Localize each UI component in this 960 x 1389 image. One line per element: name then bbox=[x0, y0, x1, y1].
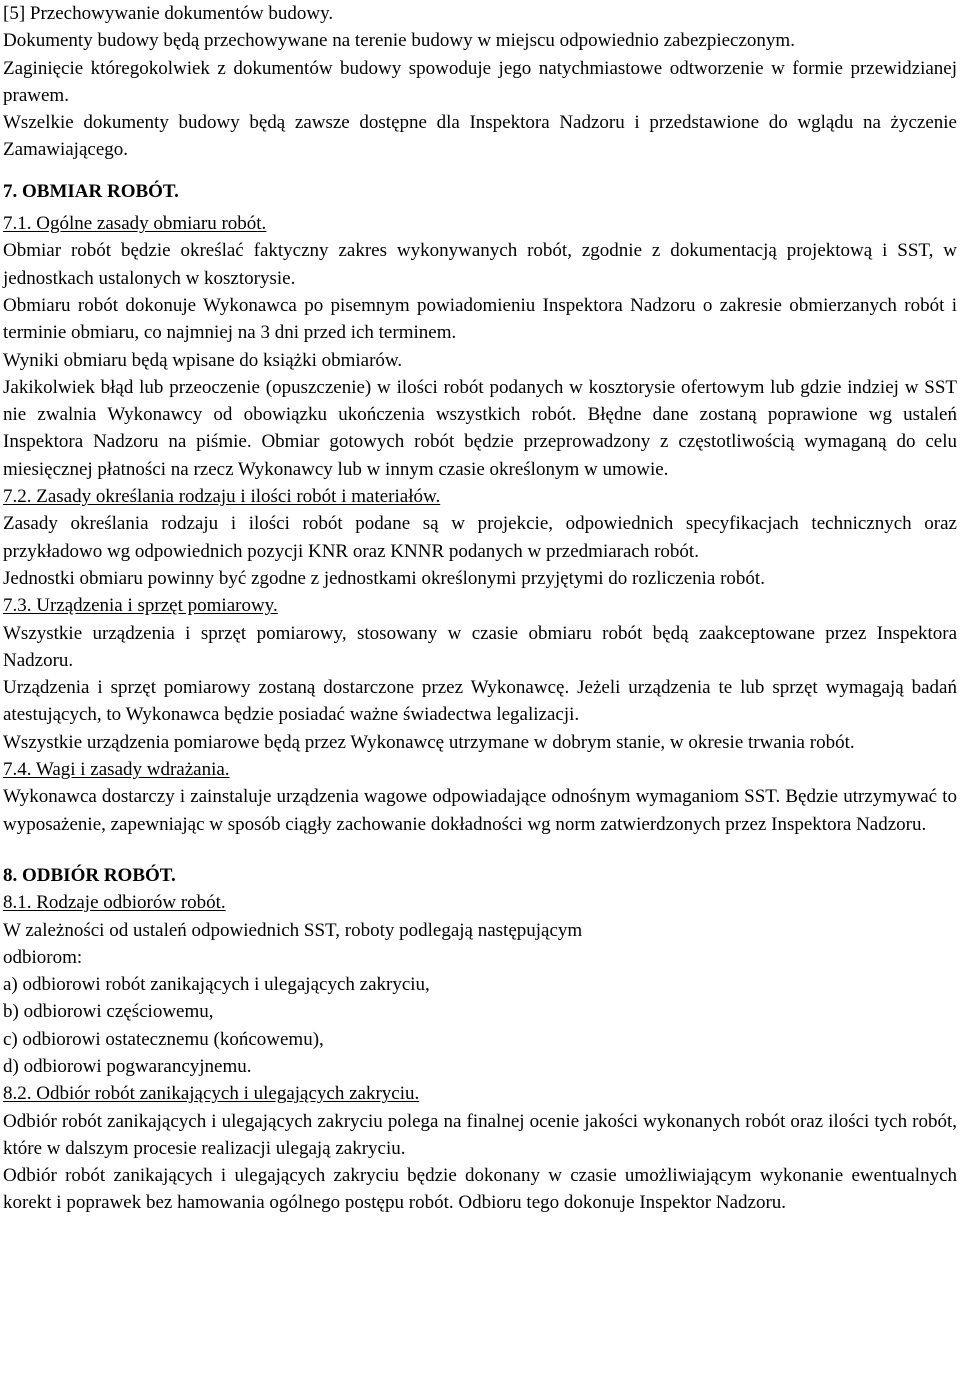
subsection-heading-7-4: 7.4. Wagi i zasady wdrażania. bbox=[3, 759, 230, 781]
paragraph: Urządzenia i sprzęt pomiarowy zostaną dostarczone przez Wykonawcę. Jeżeli urządzenia te lub sprzęt wymagają badań atestujących, to Wykonawca będzie posiadać ważne świadectwa legalizacji. bbox=[3, 677, 957, 726]
paragraph: Jednostki obmiaru powinny być zgodne z jednostkami określonymi przyjętymi do rozliczenia robót. bbox=[3, 567, 765, 589]
paragraph: Wszystkie urządzenia pomiarowe będą przez Wykonawcę utrzymane w dobrym stanie, w okresie trwania robót. bbox=[3, 731, 855, 753]
chapter-heading-7: 7. OBMIAR ROBÓT. bbox=[3, 180, 179, 202]
list-item: a) odbiorowi robót zanikających i ulegających zakryciu, bbox=[3, 974, 430, 996]
list-item: c) odbiorowi ostatecznemu (końcowemu), bbox=[3, 1028, 324, 1050]
paragraph: Wszelkie dokumenty budowy będą zawsze dostępne dla Inspektora Nadzoru i przedstawione do wglądu na życzenie Zamawiającego. bbox=[3, 112, 957, 161]
paragraph: Odbiór robót zanikających i ulegających zakryciu polega na finalnej ocenie jakości wykonanych robót oraz ilości tych robót, które w dalszym procesie realizacji ulegają zakryciu. bbox=[3, 1110, 957, 1159]
paragraph: Odbiór robót zanikających i ulegających zakryciu będzie dokonany w czasie umożliwiającym wykonanie ewentualnych korekt i poprawek bez hamowania ogólnego postępu robót. Odbioru tego dokonuje Inspektor Nadzoru. bbox=[3, 1165, 957, 1214]
subsection-heading-8-2: 8.2. Odbiór robót zanikających i ulegających zakryciu. bbox=[3, 1083, 420, 1105]
paragraph: Dokumenty budowy będą przechowywane na terenie budowy w miejscu odpowiednio zabezpieczonym. bbox=[3, 30, 795, 52]
paragraph-line: odbiorom: bbox=[3, 946, 83, 968]
paragraph: Obmiaru robót dokonuje Wykonawca po pisemnym powiadomieniu Inspektora Nadzoru o zakresie obmierzanych robót i terminie obmiaru, co najmniej na 3 dni przed ich terminem. bbox=[3, 294, 957, 344]
paragraph-line: W zależności od ustaleń odpowiednich SST, roboty podlegają następującym bbox=[3, 919, 583, 941]
subsection-heading-8-1: 8.1. Rodzaje odbiorów robót. bbox=[3, 892, 226, 914]
paragraph: Zasady określania rodzaju i ilości robót podane są w projekcie, odpowiednich specyfikacjach technicznych oraz przykładowo wg odpowiednich pozycji KNR oraz KNNR podanych w przedmiarach robót. bbox=[3, 513, 957, 562]
section-heading-6-5: [5] Przechowywanie dokumentów budowy. bbox=[3, 3, 334, 24]
subsection-heading-7-3: 7.3. Urządzenia i sprzęt pomiarowy. bbox=[3, 595, 278, 617]
subsection-heading-7-1: 7.1. Ogólne zasady obmiaru robót. bbox=[3, 213, 267, 235]
paragraph: Wykonawca dostarczy i zainstaluje urządzenia wagowe odpowiadające odnośnym wymaganiom SST. Będzie utrzymywać to wyposażenie, zapewniając w sposób ciągły zachowanie dokładności wg norm zatwierdzonych przez Inspektora Nadzoru. bbox=[3, 786, 957, 835]
subsection-heading-7-2: 7.2. Zasady określania rodzaju i ilości robót i materiałów. bbox=[3, 486, 441, 508]
paragraph: Zaginięcie któregokolwiek z dokumentów budowy spowoduje jego natychmiastowe odtworzenie w formie przewidzianej prawem. bbox=[3, 57, 957, 106]
paragraph: Jakikolwiek błąd lub przeoczenie (opuszczenie) w ilości robót podanych w kosztorysie ofertowym lub gdzie indziej w SST nie zwalnia Wykonawcy od obowiązku ukończenia wszystkich robót. Błędne dane zostaną poprawione wg ustaleń Inspektora Nadzoru na piśmie. Obmiar gotowych robót będzie przeprowadzony z częstotliwością wymaganą do celu miesięcznej płatności na rzecz Wykonawcy lub w innym czasie określonym w umowie. bbox=[3, 376, 957, 480]
paragraph: Obmiar robót będzie określać faktyczny zakres wykonywanych robót, zgodnie z dokumentacją projektową i SST, w jednostkach ustalonych w kosztorysie. bbox=[3, 240, 957, 289]
list-item: b) odbiorowi częściowemu, bbox=[3, 1001, 214, 1023]
chapter-heading-8: 8. ODBIÓR ROBÓT. bbox=[3, 864, 176, 886]
paragraph: Wszystkie urządzenia i sprzęt pomiarowy, stosowany w czasie obmiaru robót będą zaakceptowane przez Inspektora Nadzoru. bbox=[3, 622, 957, 671]
paragraph: Wyniki obmiaru będą wpisane do książki obmiarów. bbox=[3, 349, 403, 371]
list-item: d) odbiorowi pogwarancyjnemu. bbox=[3, 1055, 252, 1077]
